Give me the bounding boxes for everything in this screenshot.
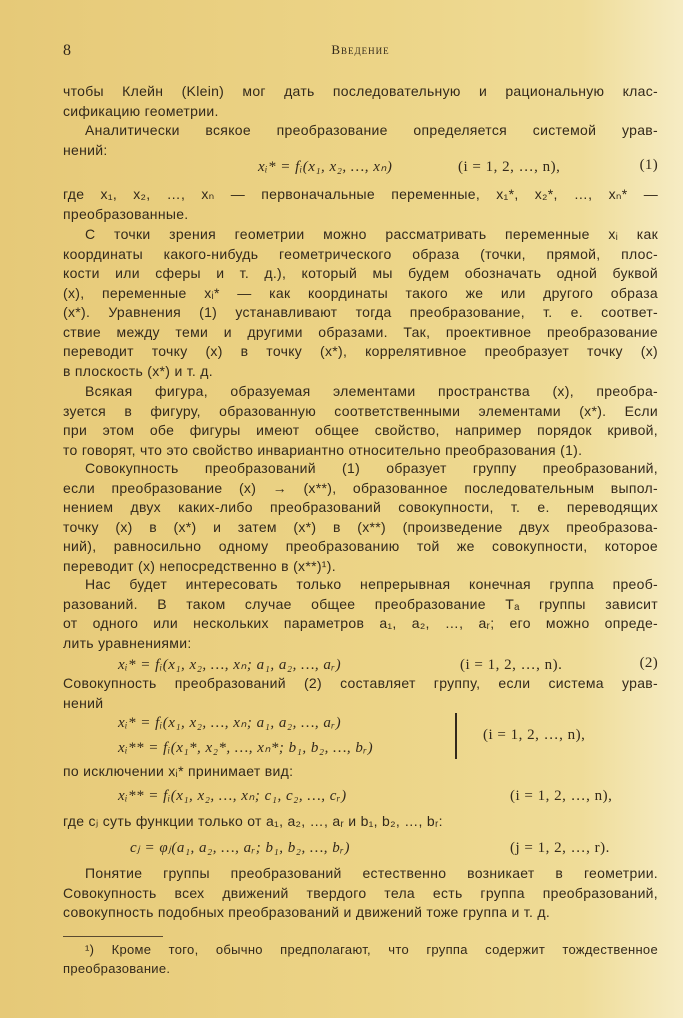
- text-line: Совокупность преобразований (2) составляет группу, если система урав-: [63, 675, 658, 691]
- paragraph: [63, 864, 658, 923]
- paragraph: [63, 185, 658, 224]
- equation-formula: cⱼ = φⱼ(a₁, a₂, …, aᵣ; b₁, b₂, …, bᵣ): [130, 840, 350, 856]
- paragraph: [63, 82, 658, 121]
- text-line: (x*). Уравнения (1) устанавливают тогда преобразование, т. е. соответ-: [63, 304, 658, 320]
- paragraph: [63, 459, 658, 576]
- text-line: где cⱼ суть функции только от a₁, a₂, …, aᵣ и b₁, b₂, …, bᵣ:: [63, 813, 443, 829]
- system-line-1: xᵢ* = fᵢ(x₁, x₂, …, xₙ; a₁, a₂, …, aᵣ): [118, 715, 342, 731]
- footnote: [63, 940, 658, 978]
- text-line: переводит точку (x) в точку (x*), коррелятивное преобразует точку (x): [63, 343, 658, 359]
- text-line: кости или сферы и т. д.), который мы будем обозначать одной буквой: [63, 265, 658, 281]
- equation-condition: (i = 1, 2, …, n),: [458, 159, 561, 175]
- text-line: сификацию геометрии.: [63, 102, 219, 119]
- text-line: Совокупность преобразований (1) образует группу преобразований,: [85, 460, 658, 476]
- paragraph: [63, 762, 658, 782]
- footnote-divider: [63, 936, 163, 937]
- equation-condition: (i = 1, 2, …, n).: [460, 657, 563, 673]
- equation-formula: xᵢ* = fᵢ(x₁, x₂, …, xₙ; a₁, a₂, …, aᵣ): [118, 657, 342, 673]
- text-line: ствие между теми и другими образами. Так, проективное преобразование: [63, 323, 658, 340]
- text-line: координаты какого-нибудь геометрического образа (точки, прямой, плос-: [63, 245, 658, 262]
- system-line-2: xᵢ** = fᵢ(x₁*, x₂*, …, xₙ*; b₁, b₂, …, bᵣ): [118, 740, 374, 756]
- text-line: то говорят, что это свойство инвариантно относительно преобразования (1).: [63, 441, 583, 458]
- text-line: Аналитически всякое преобразование определяется системой урав-: [85, 122, 658, 138]
- text-line: С точки зрения геометрии можно рассматривать переменные xᵢ как: [85, 226, 658, 242]
- text-line: переводит (x) непосредственно в (x**)¹).: [63, 557, 336, 574]
- text-line: Нас будет интересовать только непрерывная конечная группа преоб-: [85, 576, 658, 592]
- text-line: при этом обе фигуры имеют общее свойство, например порядок кривой,: [63, 422, 658, 438]
- paragraph: [63, 575, 658, 653]
- system-brace: [455, 713, 457, 759]
- text-line: ний), равносильно одному преобразованию той же совокупности, которое: [63, 538, 658, 554]
- equation-condition: (j = 1, 2, …, r).: [510, 840, 610, 856]
- text-line: зуется в фигуру, образованную соответственными элементами (x*). Если: [63, 402, 658, 419]
- text-line: Всякая фигура, образуемая элементами пространства (x), преобра-: [85, 383, 658, 399]
- text-line: по исключении xᵢ* принимает вид:: [63, 763, 294, 779]
- text-line: совокупность подобных преобразований и движений тоже группа и т. д.: [63, 904, 551, 920]
- text-line: ¹) Кроме того, обычно предполагают, что группа содержит тождественное: [85, 942, 658, 957]
- equation-formula: xᵢ* = fᵢ(x₁, x₂, …, xₙ): [258, 159, 393, 175]
- equation-number: (2): [639, 655, 658, 671]
- text-line: точку (x) в (x*) и затем (x*) в (x**) (произведение двух преобразова-: [63, 518, 658, 535]
- text-line: преобразованные.: [63, 205, 189, 222]
- text-line: лить уравнениями:: [63, 634, 192, 651]
- text-line: Понятие группы преобразований естественно возникает в геометрии.: [85, 865, 658, 881]
- equation-number: (1): [639, 157, 658, 173]
- paragraph: [63, 674, 658, 713]
- text-line: нений:: [63, 141, 108, 158]
- text-line: где x₁, x₂, …, xₙ — первоначальные переменные, x₁*, x₂*, …, xₙ* —: [63, 186, 658, 202]
- running-head: [63, 42, 658, 62]
- text-line: преобразование.: [63, 961, 171, 976]
- text-line: нением двух каких-либо преобразований совокупности, т. е. переводящих: [63, 499, 658, 515]
- equation-formula: xᵢ** = fᵢ(x₁, x₂, …, xₙ; c₁, c₂, …, cᵣ): [118, 788, 347, 804]
- paragraph: [63, 121, 658, 160]
- text-line: если преобразование (x) → (x**), образованное последовательным выпол-: [63, 479, 658, 496]
- chapter-title: Введение: [331, 42, 390, 57]
- text-line: разований. В таком случае общее преобразование Tₐ группы зависит: [63, 595, 658, 612]
- text-line: нений: [63, 694, 104, 711]
- text-line: (x), переменные xᵢ* — как координаты такого же или другого образа: [63, 284, 658, 301]
- text-line: от одного или нескольких параметров a₁, a₂, …, aᵣ; его можно опреде-: [63, 615, 658, 631]
- equation-condition: (i = 1, 2, …, n),: [510, 788, 613, 804]
- page-number: 8: [63, 42, 72, 59]
- paragraph: [63, 382, 658, 460]
- paragraph: [63, 812, 658, 832]
- text-line: в плоскость (x*) и т. д.: [63, 362, 213, 379]
- text-line: чтобы Клейн (Klein) мог дать последовательную и рациональную клас-: [63, 83, 658, 99]
- text-line: Совокупность всех движений твердого тела есть группа преобразований,: [63, 884, 658, 901]
- paragraph: [63, 225, 658, 381]
- equation-condition: (i = 1, 2, …, n),: [483, 727, 586, 743]
